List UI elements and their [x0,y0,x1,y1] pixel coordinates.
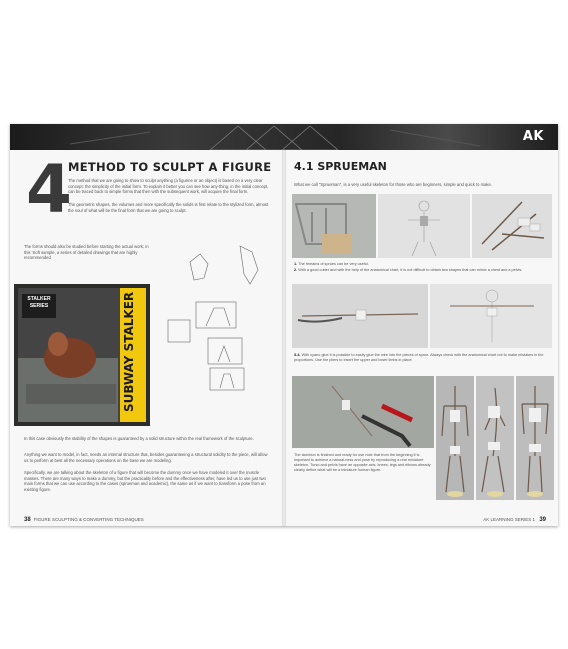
header-banner [10,124,558,150]
series-number: 1 [532,517,536,522]
caption-3-number: 3-4. [294,353,301,357]
caption-2 [294,268,550,273]
banner-texture [10,124,558,150]
caption-2-text: With a good cutter and with the help of the anatomical chart, it is not difficult to obtain two shapes that can mimic a chest and a pelvis. [298,268,523,272]
photo-chart-check [430,284,552,348]
caption-3-text: With cyano glue it is possible to easily glue the wire into the pieces of sprue. Always check with the anatomical chart not to make mistakes in the proportions. Use the pliers to insert the upper and lower limbs in place. [294,353,544,362]
photo-wire-gluing [292,284,428,348]
body-paragraph-3: Specifically, we are talking about the skeleton of a figure that will become the dummy once we have modeled it over the muscle masses. There are many ways to make a dummy, but the practicality before and the effectiveness after, have led us to use just two main forms that we can use according to the cases (sprueman and academic), the same as if we want to transform a pose from an existing figure. [24,470,266,492]
caption-5: The skeleton is finished and ready for use note that from the beginning it is important to achieve a natural-ness and pose by reproducing a real miniature skeleton. Torso and pelvis have an opposite axis, knees, legs and elbows already clearly define what will be a miniature human figure. [294,453,431,472]
left-page [10,150,282,526]
body-paragraph-1: In this case obviously the stability of the shapes is guaranteed by a solid structure within the real framework of the sculpture. [24,436,254,441]
caption-2-number: 2. [294,268,298,272]
sketch-note: The forms should also be studied before starting the actual work; in this 'Soft sample, a series of detailed drawings that are highly recommended [24,244,149,261]
figure-sketches [160,242,282,392]
caption-1-text: The remains of sprues can be very useful. [298,262,369,266]
caption-3 [294,353,550,363]
subway-stalker-title: SUBWAY STALKER [122,291,136,412]
section-title: 4.1 SPRUEMAN [294,160,387,173]
photo-sprue-parts [472,194,552,258]
photo-skeleton-front [436,376,474,500]
caption-1-number: 1. [294,262,298,266]
caption-1 [294,262,550,267]
book-cover-image [14,284,150,426]
photo-pliers [292,376,434,448]
running-title: FIGURE SCULPTING & CONVERTING TECHNIQUES [33,517,144,522]
body-paragraph-2: Anything we want to model, in fact, needs an internal structure that, besides guaranteeing a structural solidity to the piece, will allow us to perform at best all the necessary operations on the base we are modeling. [24,452,268,463]
stalker-series-badge: STALKER SERIES [22,294,56,318]
ak-logo: AK [522,129,544,144]
intro-paragraph-1: The method that we are going to show to sculpt anything (a figurine or an object) is based on a very clear concept: the simplicity of the initial form. To explain it better you can see how any-thing, in the initial concept, can be traced back to simple forms that then with the subsequent work, will acquire the final form. [68,178,269,195]
chapter-title: METHOD TO SCULPT A FIGURE [68,160,272,174]
photo-sprue-remains [292,194,376,258]
right-page [286,150,558,526]
chapter-number: 4 [26,151,72,228]
series-label: AK LEARNING SERIES [483,517,532,522]
photo-skeleton-back [516,376,554,500]
intro-paragraph-2: The geometric shapes, the volumes and more specifically the solids is first relate to the stylized form, almost the soul of what will be the final form that we are going to sculpt. [68,202,269,213]
right-footer [483,517,546,523]
photo-anatomical-chart [378,194,470,258]
subway-stalker-spine [120,288,146,422]
section-intro: What we call "Sprueman", is a very useful skeleton for those who are beginners, simple and quick to make. [294,182,493,187]
right-page-number: 39 [539,517,546,523]
left-footer [24,517,144,523]
photo-skeleton-side [476,376,514,500]
left-page-number: 38 [24,517,31,523]
magazine-spread [10,124,558,526]
